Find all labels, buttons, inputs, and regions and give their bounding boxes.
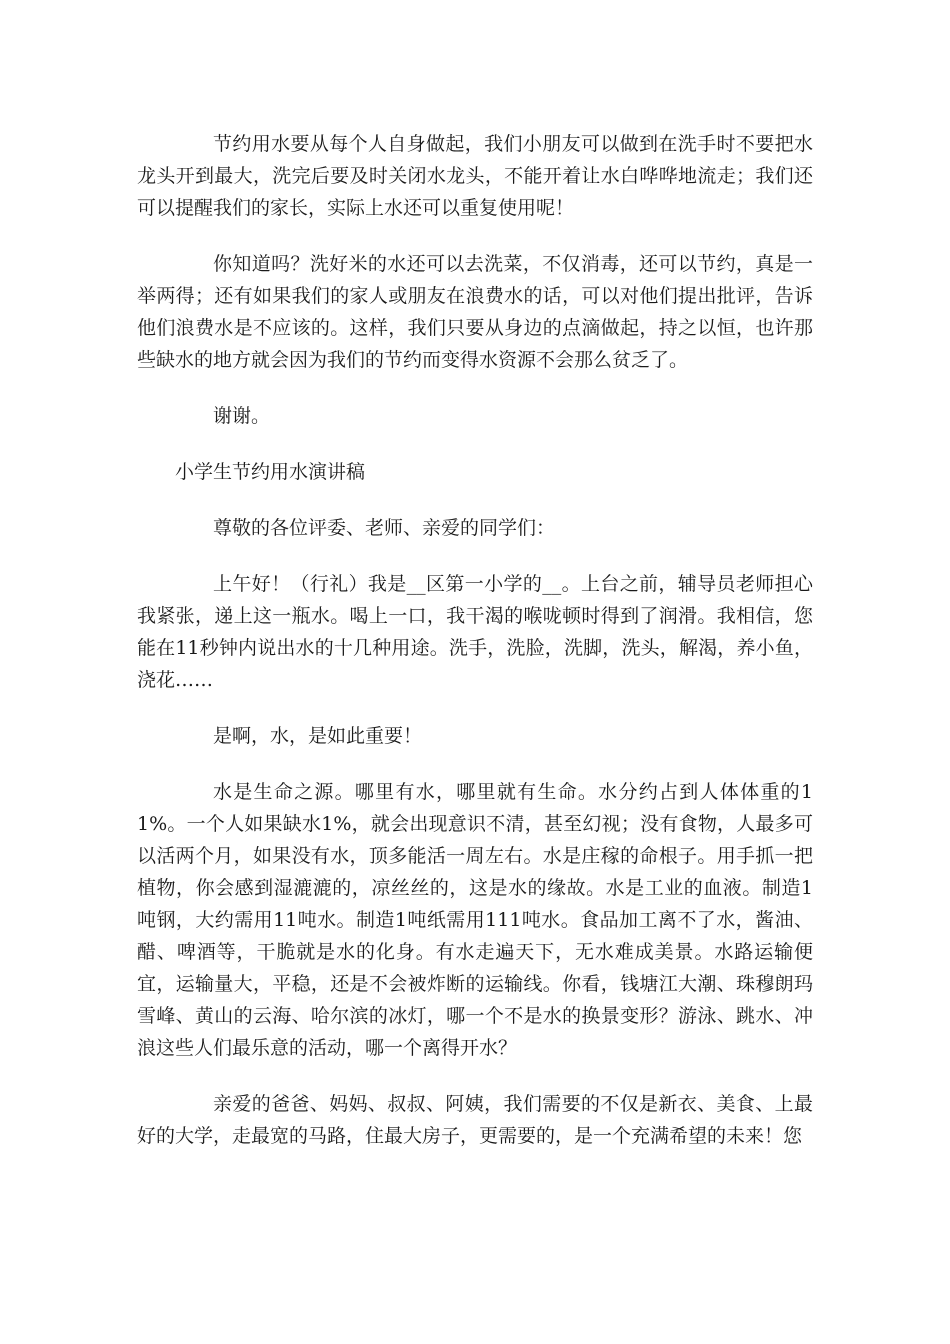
paragraph-appeal-to-adults: 亲爱的爸爸、妈妈、叔叔、阿姨，我们需要的不仅是新衣、美食、上最好的大学，走最宽的马路，住最大房子，更需要的，是一个充满希望的未来！您: [137, 1093, 813, 1147]
paragraph-water-source-of-life: 水是生命之源。哪里有水，哪里就有生命。水分约占到人体体重的11%。一个人如果缺水1%，就会出现意识不清，甚至幻视；没有食物，人最多可以活两个月，如果没有水，顶多能活一周左右。水是庄稼的命根子。用手抓一把植物，你会感到湿漉漉的，凉丝丝的，这是水的缘故。水是工业的血液。制造1吨钢，大约需用11吨水。制造1吨纸需用111吨水。食品加工离不了水，酱油、醋、啤酒等，干脆就是水的化身。有水走遍天下，无水难成美景。水路运输便宜，运输量大，平稳，还是不会被炸断的运输线。你看，钱塘江大潮、珠穆朗玛雪峰、黄山的云海、哈尔滨的冰灯，哪一个不是水的换景变形？游泳、跳水、冲浪这些人们最乐意的活动，哪一个离得开水？: [137, 781, 813, 1059]
document-page: [137, 128, 813, 1176]
speech-title: 小学生节约用水演讲稿: [175, 461, 366, 483]
paragraph-greeting: 尊敬的各位评委、老师、亲爱的同学们：: [213, 517, 556, 539]
paragraph-thanks: 谢谢。: [213, 405, 271, 427]
paragraph-water-importance: 是啊，水，是如此重要！: [213, 725, 423, 747]
paragraph-introduction: 上午好！（行礼）我是__区第一小学的__。上台之前，辅导员老师担心我紧张，递上这一瓶水。喝上一口，我干渴的喉咙顿时得到了润滑。我相信，您能在11秒钟内说出水的十几种用途。洗手，洗脸，洗脚，洗头，解渴，养小鱼，浇花……: [137, 573, 813, 691]
paragraph-save-water-habits: 节约用水要从每个人自身做起，我们小朋友可以做到在洗手时不要把水龙头开到最大，洗完后要及时关闭水龙头，不能开着让水白哗哗地流走；我们还可以提醒我们的家长，实际上水还可以重复使用呢！: [137, 133, 813, 219]
paragraph-rice-water-reuse: 你知道吗？洗好米的水还可以去洗菜，不仅消毒，还可以节约，真是一举两得；还有如果我们的家人或朋友在浪费水的话，可以对他们提出批评，告诉他们浪费水是不应该的。这样，我们只要从身边的点滴做起，持之以恒，也许那些缺水的地方就会因为我们的节约而变得水资源不会那么贫乏了。: [137, 253, 813, 371]
